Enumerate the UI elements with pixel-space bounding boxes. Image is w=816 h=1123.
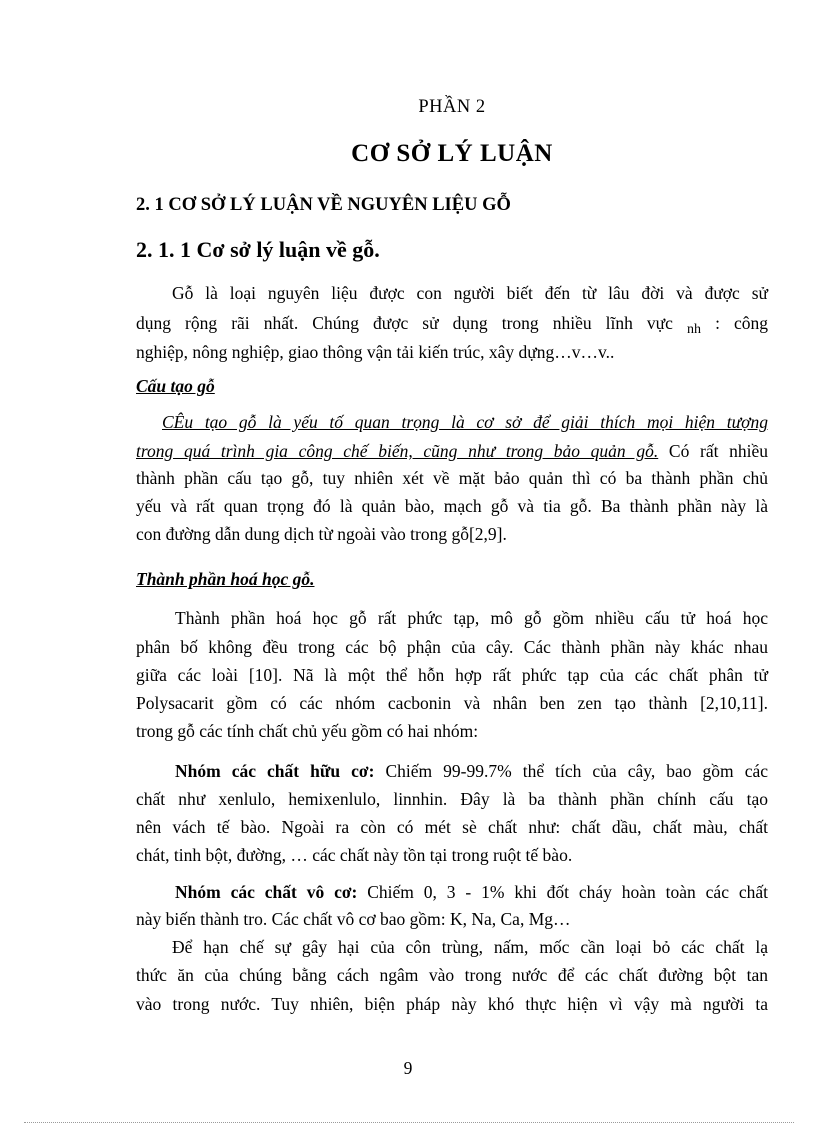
paragraph-line: Để hạn chế sự gây hại của côn trùng, nấm, mốc cần loại bỏ các chất lạ — [172, 937, 768, 957]
paragraph-line: giữa các loài [10]. Nã là một thể hỗn hợp rất phức tạp của các chất phân tử — [136, 665, 768, 685]
paragraph-line: thành phần cấu tạo gỗ, tuy nhiên xét về mặt bảo quản thì có ba thành phần chủ — [136, 468, 768, 488]
paragraph-line: Gỗ là loại nguyên liệu được con người biết đến từ lâu đời và được sử — [172, 283, 768, 303]
subsection-heading: 2. 1. 1 Cơ sở lý luận về gỗ. — [136, 237, 380, 262]
paragraph-line: chất như xenlulo, hemixenlulo, linnhin. Đây là ba thành phần chính cấu tạo — [136, 789, 768, 809]
paragraph-line: nên vách tế bào. Ngoài ra còn có mét sè chất như: chất dầu, chất màu, chất — [136, 817, 768, 837]
part-label: PHẦN 2 — [418, 97, 486, 117]
paragraph-line: nghiệp, nông nghiệp, giao thông vận tải kiến trúc, xây dựng…v…v.. — [136, 342, 615, 362]
paragraph-line: này biến thành tro. Các chất vô cơ bao gồm: K, Na, Ca, Mg… — [136, 909, 571, 929]
subheading-cau-tao-go: Cấu tạo gỗ — [136, 376, 215, 396]
paragraph-line: phân bố không đều trong các bộ phận của cây. Các thành phần này khác nhau — [136, 637, 768, 657]
section-heading: 2. 1 CƠ SỞ LÝ LUẬN VỀ NGUYÊN LIỆU GỖ — [136, 195, 511, 215]
paragraph-line: trong quá trình gia công chế biến, cũng như trong bảo quản gỗ. Có rất nhiều — [136, 441, 769, 461]
chapter-title: CƠ SỞ LÝ LUẬN — [351, 140, 553, 167]
paragraph-line: vào trong nước. Tuy nhiên, biện pháp này khó thực hiện vì vậy mà người ta — [136, 994, 768, 1014]
paragraph-line: dụng rộng rãi nhất. Chúng được sử dụng trong nhiều lĩnh vực $_{nh}$ : công — [136, 313, 768, 337]
paragraph-line: trong gỗ các tính chất chủ yếu gồm có hai nhóm: — [136, 721, 479, 741]
page-number: 9 — [403, 1058, 413, 1078]
paragraph-line: CÊu tạo gỗ là yếu tố quan trọng là cơ sở để giải thích mọi hiện tượng — [162, 412, 768, 432]
paragraph-line: con đường dẫn dung dịch từ ngoài vào trong gỗ[2,9]. — [136, 524, 507, 544]
paragraph-line: thức ăn của chúng bằng cách ngâm vào trong nước để các chất đường bột tan — [136, 965, 768, 985]
paragraph-line: yếu và rất quan trọng đó là quản bào, mạch gỗ và tia gỗ. Ba thành phần này là — [136, 496, 768, 516]
paragraph-line: Nhóm các chất vô cơ: Chiếm 0, 3 - 1% khi đốt cháy hoàn toàn các chất — [175, 882, 768, 902]
paragraph-line: Nhóm các chất hữu cơ: Chiếm 99-99.7% thể tích của cây, bao gồm các — [175, 761, 769, 781]
paragraph-line: Thành phần hoá học gỗ rất phức tạp, mô gỗ gồm nhiều cấu tử hoá học — [175, 608, 768, 628]
subscript-text: nh — [687, 322, 701, 337]
paragraph-line: Polysacarit gồm có các nhóm cacbonin và nhân ben zen tạo thành [2,10,11]. — [136, 693, 768, 713]
subheading-thanh-phan-hoa-hoc: Thành phần hoá học gỗ. — [136, 569, 315, 589]
paragraph-line: chát, tinh bột, đường, … các chất này tồn tại trong ruột tế bào. — [136, 845, 573, 865]
